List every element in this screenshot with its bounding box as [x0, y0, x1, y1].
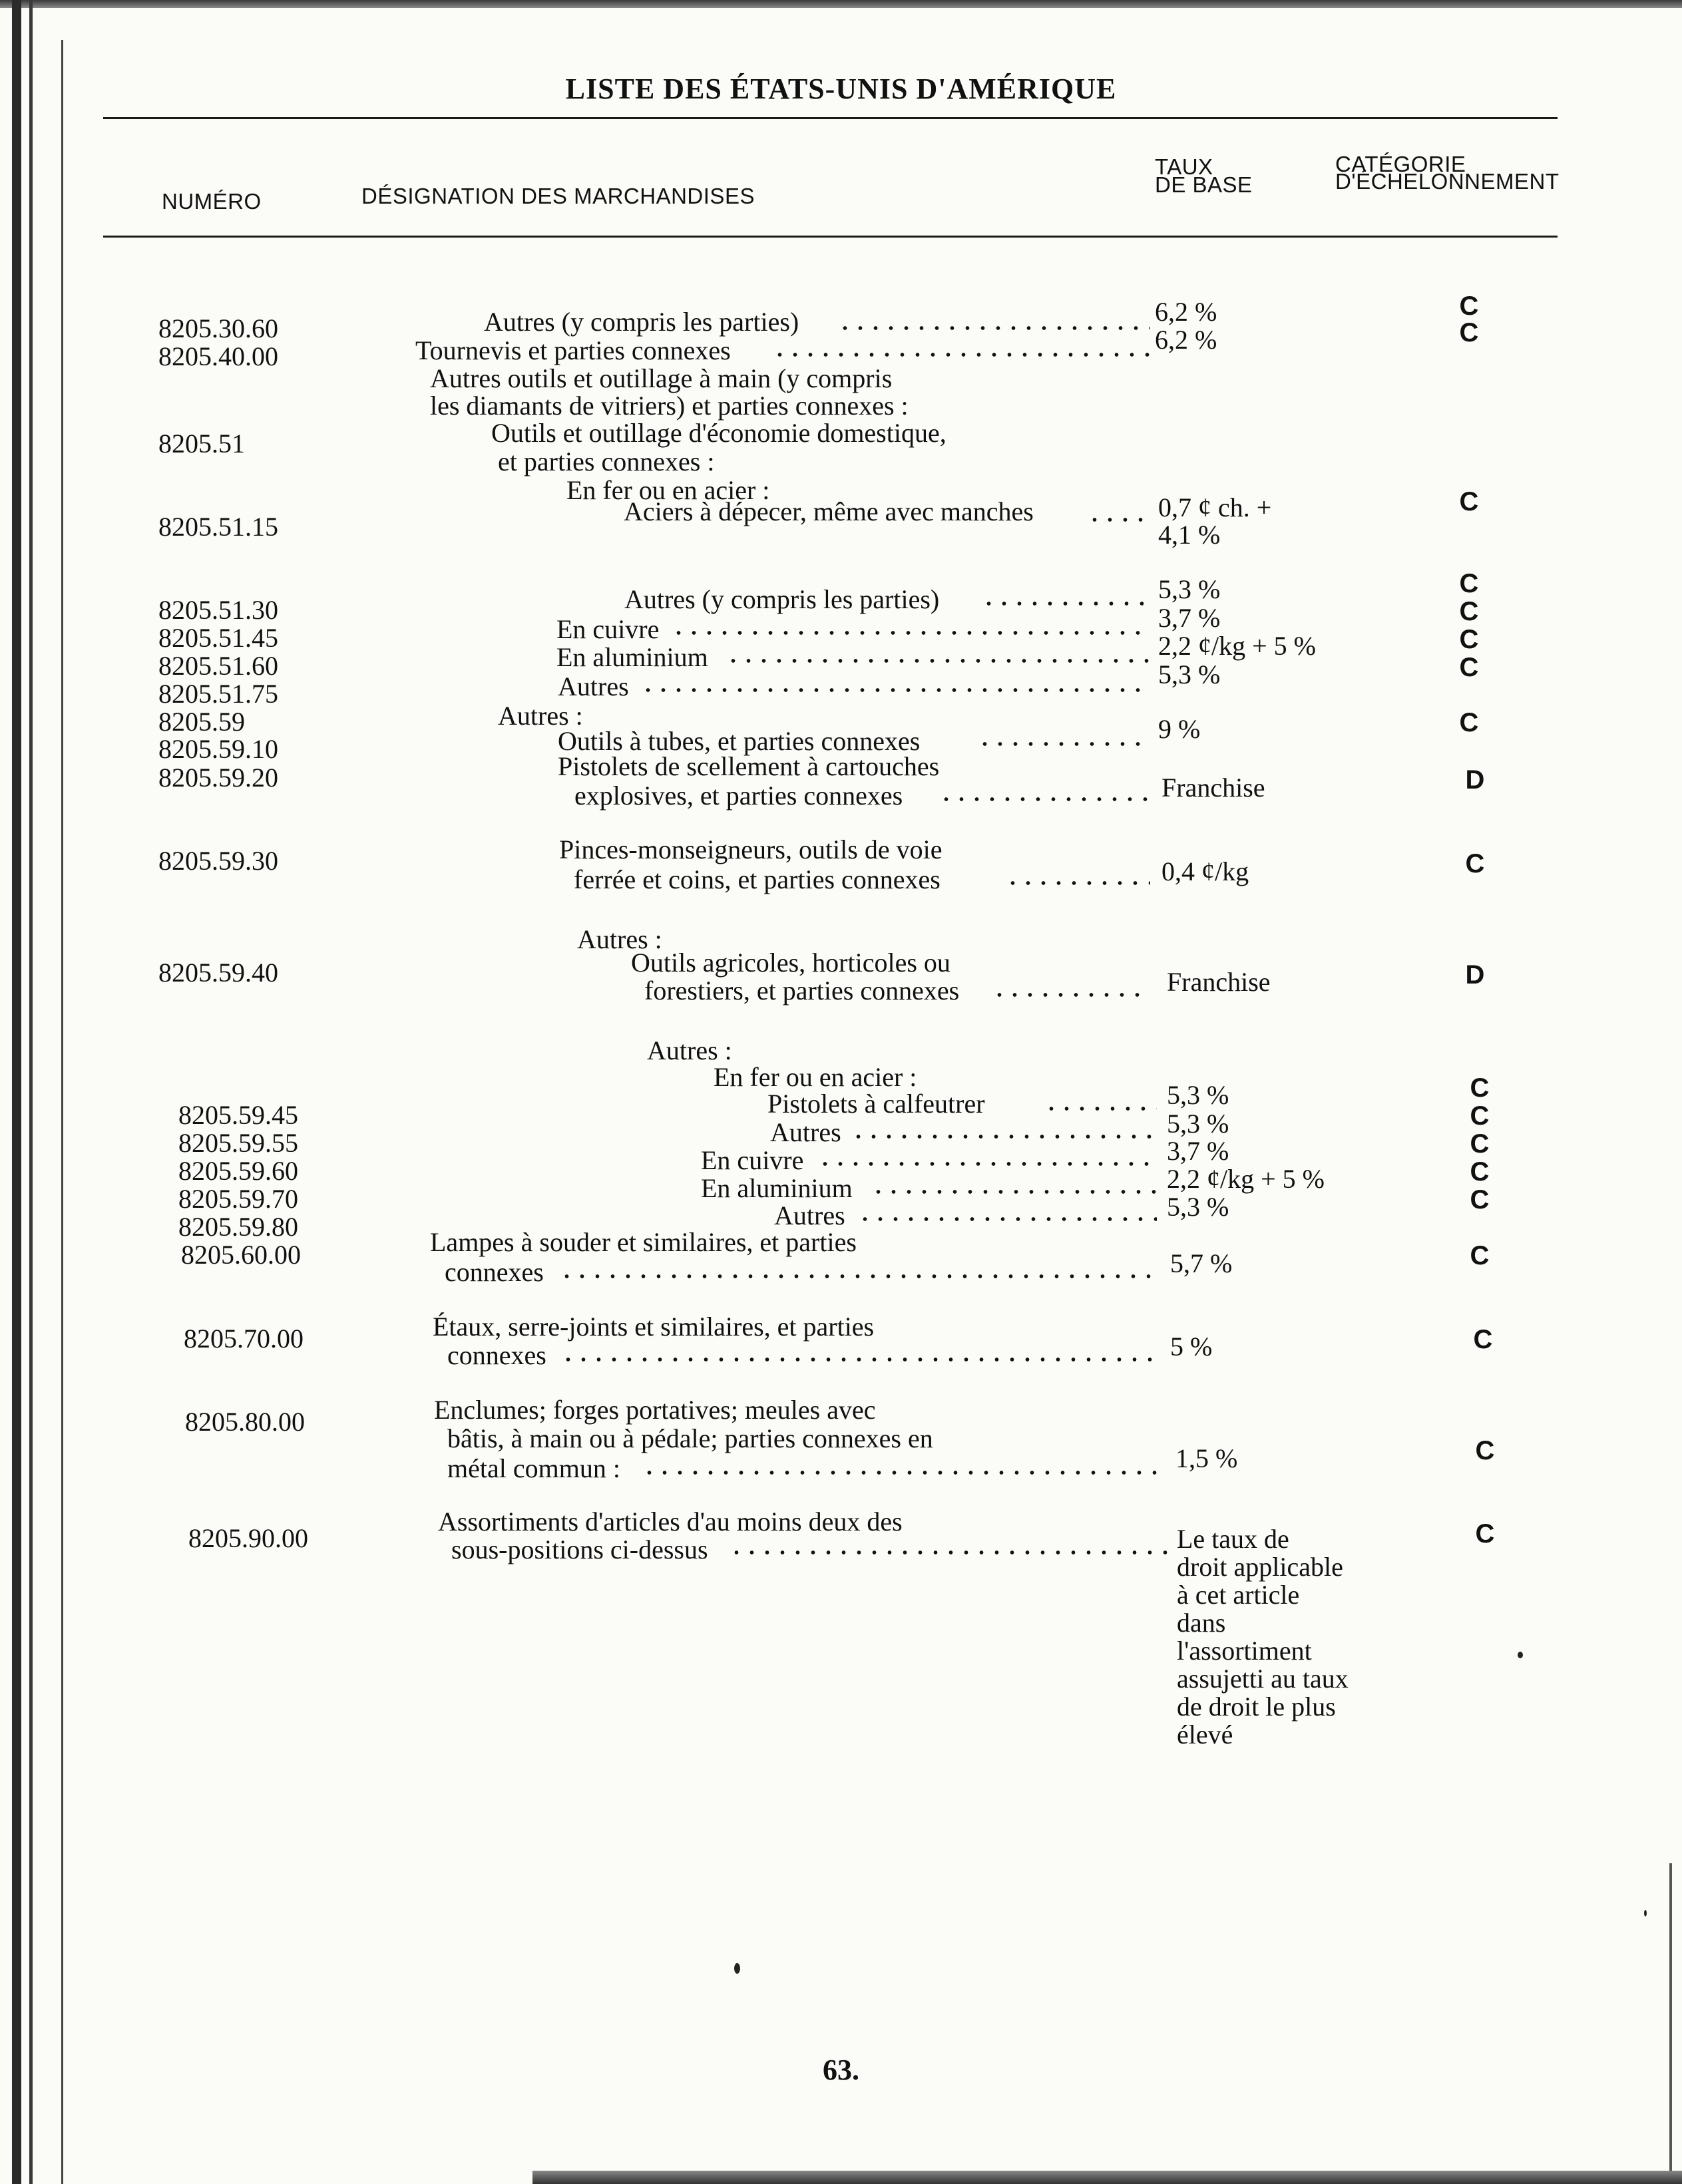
row-number: 8205.59.55 [178, 1128, 298, 1158]
dot-leader [817, 1162, 1157, 1166]
row-number: 8205.51.30 [158, 595, 278, 625]
row-description: ferrée et coins, et parties connexes [574, 864, 941, 894]
row-description: connexes [445, 1257, 544, 1287]
row-category: C [1470, 1101, 1490, 1131]
row-category: C [1459, 625, 1479, 654]
row-rate: 2,2 ¢/kg + 5 % [1158, 631, 1316, 661]
row-rate: 5 % [1170, 1332, 1213, 1362]
row-description: Aciers à dépecer, même avec manches [624, 496, 1034, 526]
header-numero: NUMÉRO [162, 189, 262, 214]
row-description: Tournevis et parties connexes [415, 335, 731, 365]
dot-leader [729, 1550, 1173, 1554]
row-rate: 9 % [1158, 714, 1201, 744]
row-description: Autres : [647, 1035, 732, 1065]
row-description: Autres [558, 671, 629, 701]
dot-leader [640, 688, 1150, 692]
row-rate: Franchise [1167, 967, 1271, 997]
row-rate: 0,7 ¢ ch. + [1158, 492, 1272, 522]
row-rate: Le taux de droit applicable à cet article dans l'assortiment assujetti au taux de droit le plus élevé [1177, 1524, 1349, 1749]
dot-leader [560, 1358, 1157, 1362]
row-number: 8205.59 [158, 707, 245, 737]
row-number: 8205.59.40 [158, 958, 278, 988]
row-number: 8205.30.60 [158, 313, 278, 343]
dot-leader [871, 1190, 1157, 1194]
row-number: 8205.90.00 [188, 1523, 308, 1553]
row-rate: 3,7 % [1158, 603, 1221, 633]
row-rate: 6,2 % [1155, 325, 1217, 355]
row-category: C [1459, 318, 1479, 347]
scan-border-top [0, 0, 1682, 8]
scan-border-left-inner [29, 0, 33, 2184]
row-description: Autres : [577, 924, 662, 954]
row-description: Lampes à souder et similaires, et parties [430, 1227, 857, 1257]
scan-speck [734, 1963, 740, 1974]
row-description: explosives, et parties connexes [574, 781, 903, 811]
row-description: Étaux, serre-joints et similaires, et parties [433, 1312, 875, 1342]
row-description: Autres [770, 1117, 841, 1147]
row-rate: 5,3 % [1167, 1080, 1229, 1110]
dot-leader [939, 797, 1150, 801]
row-description: forestiers, et parties connexes [644, 976, 960, 1005]
header-taux-2: DE BASE [1155, 172, 1253, 197]
row-category: C [1470, 1073, 1490, 1103]
dot-leader [642, 1471, 1158, 1475]
row-category: D [1465, 960, 1485, 990]
row-rate: 5,3 % [1167, 1109, 1229, 1139]
row-number: 8205.51.75 [158, 679, 278, 709]
row-number: 8205.60.00 [181, 1240, 301, 1270]
row-description: Enclumes; forges portatives; meules avec [434, 1395, 876, 1425]
dot-leader [726, 659, 1150, 663]
dot-leader [772, 353, 1150, 357]
row-description: En fer ou en acier : [566, 475, 770, 505]
row-rate: 5,3 % [1158, 659, 1221, 689]
row-category: C [1459, 653, 1479, 682]
row-category: C [1475, 1436, 1495, 1465]
row-category: D [1465, 765, 1485, 795]
row-description: les diamants de vitriers) et parties connexes : [430, 391, 909, 421]
row-description: Outils et outillage d'économie domestique, [491, 418, 946, 448]
scan-border-right [1669, 1863, 1672, 2184]
row-rate: 3,7 % [1167, 1136, 1229, 1166]
row-number: 8205.51.15 [158, 512, 278, 542]
row-description: En fer ou en acier : [714, 1062, 917, 1092]
row-rate: 2,2 ¢/kg + 5 % [1167, 1164, 1325, 1194]
row-category: C [1459, 291, 1479, 321]
row-description: En cuivre [556, 614, 660, 644]
row-category: C [1470, 1129, 1490, 1159]
row-category: C [1459, 597, 1479, 626]
row-description: Pistolets à calfeutrer [767, 1089, 985, 1119]
dot-leader [837, 326, 1150, 330]
row-number: 8205.70.00 [184, 1324, 304, 1354]
row-category: C [1470, 1241, 1490, 1270]
row-number: 8205.80.00 [185, 1407, 305, 1437]
dot-leader [851, 1135, 1157, 1139]
header-rule-bottom [103, 236, 1558, 238]
row-description: Autres [774, 1200, 845, 1230]
dot-leader [1087, 518, 1154, 522]
row-description: Outils agricoles, horticoles ou [631, 948, 950, 978]
row-rate: 0,4 ¢/kg [1161, 856, 1249, 886]
row-rate: 6,2 % [1155, 297, 1217, 327]
row-category: C [1473, 1325, 1493, 1354]
row-description: En aluminium [701, 1173, 853, 1203]
row-description: sous-positions ci-dessus [451, 1535, 708, 1564]
dot-leader [671, 631, 1150, 635]
row-category: C [1465, 849, 1485, 878]
row-rate: 5,3 % [1167, 1192, 1229, 1222]
row-category: C [1459, 708, 1479, 737]
row-description: connexes [447, 1340, 546, 1370]
row-description: Assortiments d'articles d'au moins deux des [438, 1507, 903, 1537]
header-taux-1: TAUX [1155, 154, 1213, 179]
dot-leader [1044, 1107, 1157, 1111]
scan-border-bottom [532, 2171, 1682, 2184]
row-description: En aluminium [556, 642, 708, 672]
row-description: Pinces-monseigneurs, outils de voie [559, 834, 943, 864]
row-number: 8205.59.10 [158, 734, 278, 764]
row-number: 8205.59.45 [178, 1100, 298, 1130]
row-description: métal commun : [447, 1453, 620, 1483]
row-description: Pistolets de scellement à cartouches [558, 751, 940, 781]
row-rate: 4,1 % [1158, 520, 1221, 550]
scan-border-left [12, 0, 21, 2184]
row-category: C [1470, 1157, 1490, 1186]
row-number: 8205.51.45 [158, 623, 278, 653]
row-description: bâtis, à main ou à pédale; parties connexes en [447, 1423, 933, 1453]
header-categorie-2: D'ÉCHELONNEMENT [1335, 169, 1560, 194]
scan-border-left-rule [61, 40, 63, 2184]
dot-leader [857, 1217, 1157, 1221]
scan-speck [1644, 1910, 1647, 1916]
page-title: LISTE DES ÉTATS-UNIS D'AMÉRIQUE [565, 73, 1117, 105]
header-categorie-1: CATÉGORIE [1335, 152, 1466, 176]
row-description: Autres outils et outillage à main (y compris [430, 363, 893, 393]
row-number: 8205.40.00 [158, 341, 278, 371]
row-category: C [1459, 487, 1479, 516]
row-number: 8205.59.70 [178, 1184, 298, 1214]
row-category: C [1475, 1519, 1495, 1548]
row-description: Outils à tubes, et parties connexes [558, 726, 921, 756]
dot-leader [992, 993, 1150, 997]
row-description: Autres (y compris les parties) [624, 584, 940, 614]
row-description: En cuivre [701, 1145, 804, 1175]
row-rate: 1,5 % [1175, 1443, 1238, 1473]
row-description: Autres : [498, 701, 583, 731]
row-number: 8205.59.30 [158, 846, 278, 876]
scan-speck [1518, 1652, 1523, 1658]
row-rate: Franchise [1161, 773, 1265, 803]
dot-leader [559, 1274, 1157, 1278]
row-number: 8205.59.20 [158, 763, 278, 793]
dot-leader [977, 742, 1150, 746]
row-rate: 5,3 % [1158, 574, 1221, 604]
row-category: C [1459, 569, 1479, 598]
dot-leader [981, 602, 1150, 606]
row-rate: 5,7 % [1170, 1248, 1233, 1278]
row-number: 8205.59.80 [178, 1212, 298, 1242]
row-number: 8205.59.60 [178, 1156, 298, 1186]
dot-leader [1005, 881, 1150, 885]
row-description: Autres (y compris les parties) [484, 307, 799, 337]
header-rule-top [103, 117, 1558, 119]
row-category: C [1470, 1185, 1490, 1214]
header-designation: DÉSIGNATION DES MARCHANDISES [361, 184, 755, 208]
row-number: 8205.51 [158, 429, 245, 458]
row-description: et parties connexes : [498, 447, 715, 476]
page-number: 63. [823, 2054, 859, 2086]
row-number: 8205.51.60 [158, 651, 278, 681]
